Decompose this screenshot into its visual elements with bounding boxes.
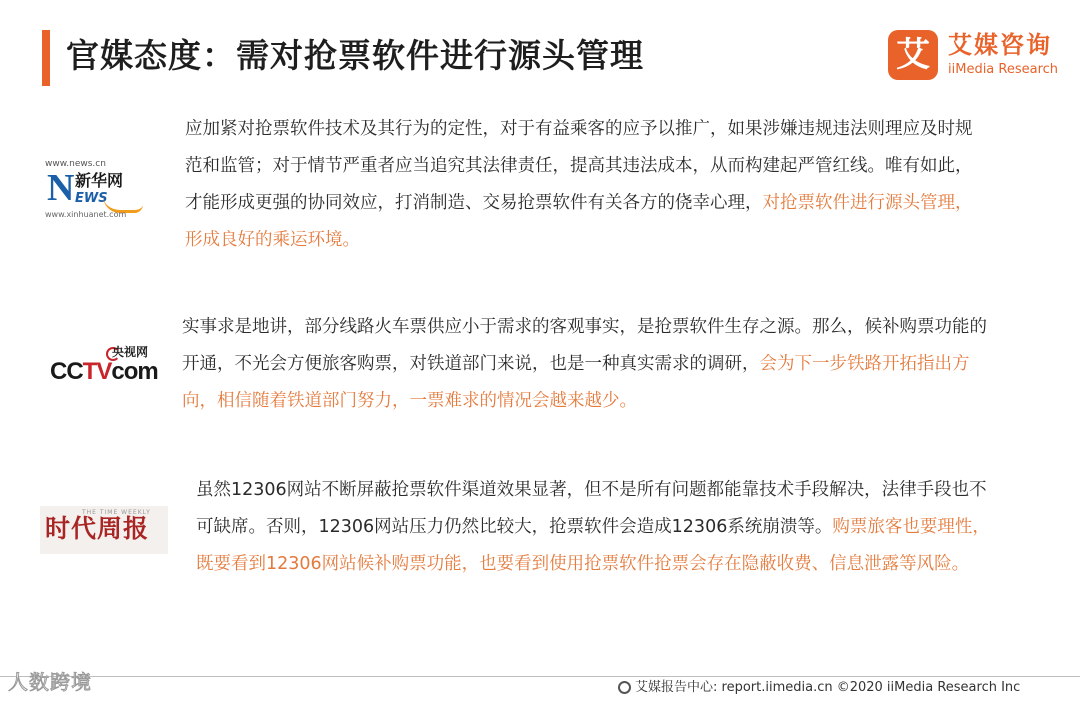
watermark: 人数跨境 [8, 670, 92, 694]
cctv-word-c: com [111, 358, 158, 385]
report-center-icon [618, 681, 631, 694]
time-weekly-name-en: THE TIME WEEKLY [82, 509, 151, 516]
quote-cctv [182, 309, 1000, 420]
brand-name-cn: 艾媒咨询 [948, 31, 1052, 59]
quote-text: 虽然12306网站不断屏蔽抢票软件渠道效果显著，但不是所有问题都能靠技术手段解决，法律手段也不可缺席。否则，12306网站压力仍然比较大，抢票软件会造成12306系统崩溃等。 [196, 480, 987, 537]
xinhua-logo [45, 158, 145, 220]
xinhua-url-bottom: www.xinhuanet.com [45, 210, 127, 219]
time-weekly-logo [40, 506, 168, 554]
quote-text: 应加紧对抢票软件技术及其行为的定性，对于有益乘客的应予以推广，如果涉嫌违规违法则理应及时规范和监管；对于情节严重者应当追究其法律责任，提高其违法成本，从而构建起严管红线。唯有如此，才能形成更强的协同效应，打消制造、交易抢票软件有关各方的侥幸心理， [185, 119, 973, 213]
xinhua-letters: EWS [75, 191, 108, 206]
xinhua-url-top: www.news.cn [45, 159, 106, 169]
quote-highlight: 对抢票软件进行源头管理，形成良好的乘运环境。 [185, 193, 973, 250]
quote-xinhua [185, 111, 985, 259]
cctv-site-name: 央视网 [112, 345, 149, 359]
quote-time-weekly [196, 472, 1002, 583]
xinhua-letter-n: N [47, 167, 75, 209]
time-weekly-name: 时代周报 [45, 514, 150, 543]
footer-divider [0, 676, 1080, 677]
xinhua-name: 新华网 [75, 171, 124, 190]
quote-highlight: 购票旅客也要理性，既要看到12306网站候补购票功能，也要看到使用抢票软件抢票会存在隐蔽收费、信息泄露等风险。 [196, 517, 990, 574]
page-title: 官媒态度：需对抢票软件进行源头管理 [66, 36, 644, 75]
cctv-logo [50, 345, 158, 387]
quote-text: 实事求是地讲，部分线路火车票供应小于需求的客观事实，是抢票软件生存之源。那么，候补购票功能的开通，不光会方便旅客购票，对铁道部门来说，也是一种真实需求的调研， [182, 317, 987, 374]
cctv-word-a: CC [50, 358, 83, 385]
brand-logo [888, 30, 1063, 82]
cctv-word-b: TV [82, 358, 112, 385]
title-accent-bar [42, 30, 50, 86]
footer [618, 679, 1020, 697]
brand-mark-icon: 艾 [888, 30, 938, 80]
cctv-wordmark [50, 359, 158, 385]
brand-name-en: iiMedia Research [948, 62, 1059, 77]
footer-text: 艾媒报告中心: report.iimedia.cn ©2020 iiMedia Research Inc [635, 680, 1021, 695]
quote-highlight: 会为下一步铁路开拓指出方向，相信随着铁道部门努力，一票难求的情况会越来越少。 [182, 354, 970, 411]
